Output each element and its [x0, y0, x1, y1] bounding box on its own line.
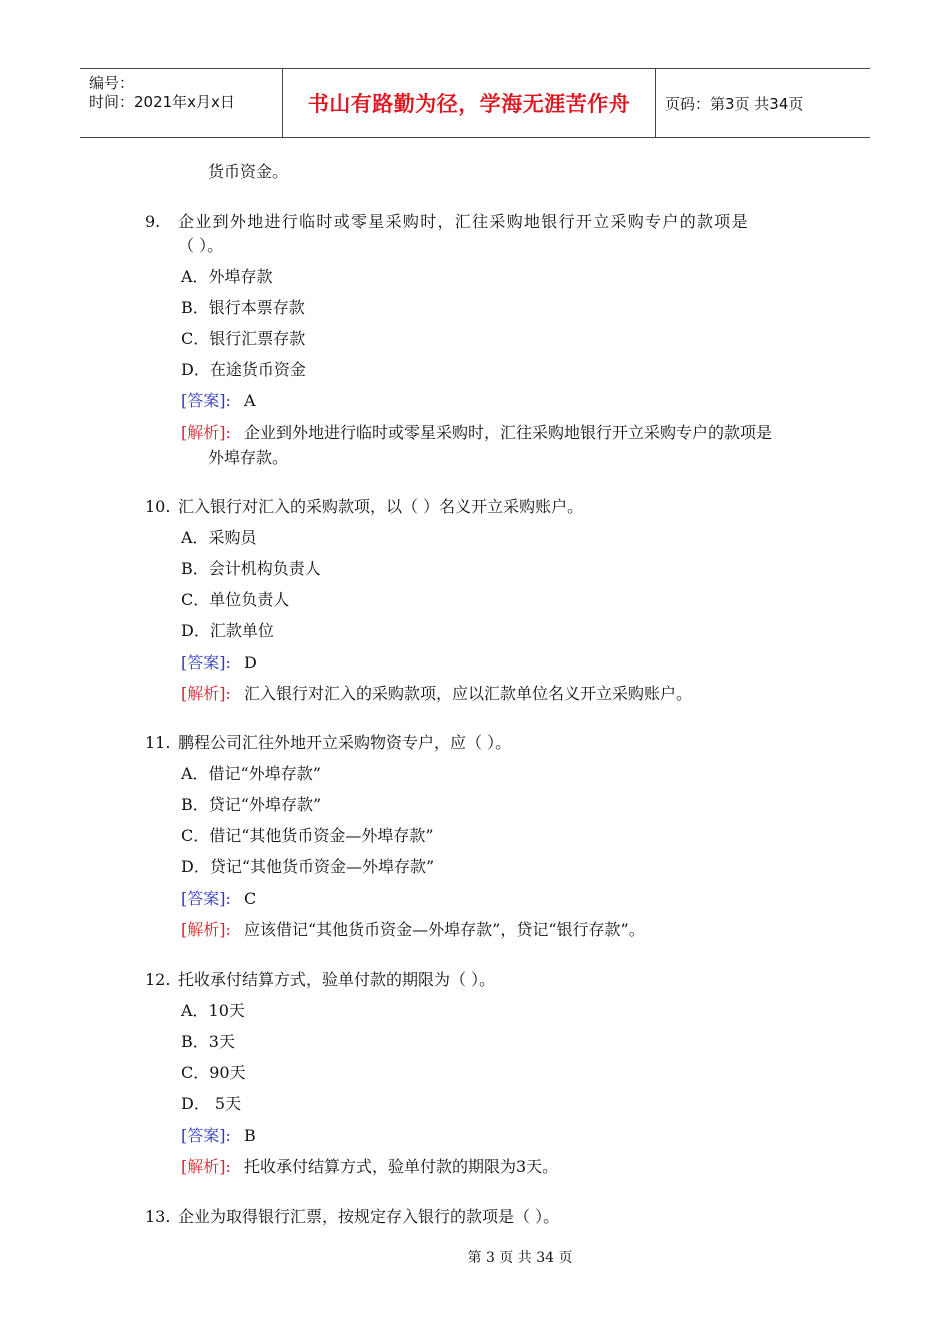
- option-a: A．外埠存款: [181, 267, 273, 286]
- header-meta-cell: [80, 69, 283, 137]
- option-d: D．贷记“其他货币资金—外埠存款”: [181, 857, 435, 876]
- analysis-tag: [解析]:: [181, 1157, 231, 1176]
- answer-value: A: [244, 391, 256, 410]
- carryover-text: 货币资金。: [208, 162, 289, 181]
- question-stem: 托收承付结算方式，验单付款的期限为（ ）。: [178, 970, 496, 989]
- analysis-tag: [解析]:: [181, 684, 231, 703]
- question-stem: 企业到外地进行临时或零星采购时，汇往采购地银行开立采购专户的款项是: [178, 212, 749, 231]
- question-stem: 汇入银行对汇入的采购款项，以（ ）名义开立采购账户。: [178, 497, 584, 516]
- question-stem-cont: （ ）。: [178, 236, 224, 255]
- option-d: D．汇款单位: [181, 621, 274, 640]
- answer-tag: [答案]:: [181, 889, 231, 908]
- question-stem: 企业为取得银行汇票，按规定存入银行的款项是（ ）。: [178, 1207, 560, 1226]
- option-a: A．10天: [181, 1001, 245, 1020]
- option-b: B．银行本票存款: [181, 298, 305, 317]
- answer-value: B: [244, 1126, 256, 1145]
- question-number: 10.: [145, 497, 171, 516]
- analysis-tag: [解析]:: [181, 920, 231, 939]
- time-label: 时间：2021年x月x日: [89, 93, 235, 111]
- question-number: 9.: [145, 212, 161, 231]
- answer-tag: [答案]:: [181, 391, 231, 410]
- answer-tag: [答案]:: [181, 653, 231, 672]
- analysis-text: 托收承付结算方式，验单付款的期限为3天。: [244, 1157, 559, 1176]
- option-b: B．贷记“外埠存款”: [181, 795, 322, 814]
- header-motto-cell: [283, 69, 656, 137]
- page-info: 页码：第3页 共34页: [665, 94, 804, 113]
- question-number: 13.: [145, 1207, 171, 1226]
- option-b: B．3天: [181, 1032, 235, 1051]
- question-stem: 鹏程公司汇往外地开立采购物资专户，应（ ）。: [178, 733, 512, 752]
- analysis-text: 应该借记“其他货币资金—外埠存款”，贷记“银行存款”。: [244, 920, 645, 939]
- option-d: D． 5天: [181, 1094, 242, 1113]
- question-number: 12.: [145, 970, 171, 989]
- header-page-cell: [656, 69, 870, 137]
- answer-value: C: [244, 889, 257, 908]
- question-number: 11.: [145, 733, 171, 752]
- option-a: A．采购员: [181, 528, 257, 547]
- analysis-tag: [解析]:: [181, 423, 231, 442]
- option-c: C．90天: [181, 1063, 246, 1082]
- option-d: D．在途货币资金: [181, 360, 306, 379]
- option-c: C．借记“其他货币资金—外埠存款”: [181, 826, 434, 845]
- page-footer: 第 3 页 共 34 页: [467, 1250, 573, 1266]
- answer-tag: [答案]:: [181, 1126, 231, 1145]
- code-label: 编号：: [89, 74, 135, 92]
- option-c: C．银行汇票存款: [181, 329, 306, 348]
- option-a: A．借记“外埠存款”: [181, 764, 321, 783]
- option-b: B．会计机构负责人: [181, 559, 321, 578]
- option-c: C．单位负责人: [181, 590, 290, 609]
- motto-text: 书山有路勤为径，学海无涯苦作舟: [307, 92, 631, 116]
- answer-value: D: [244, 653, 257, 672]
- analysis-text: 汇入银行对汇入的采购款项，应以汇款单位名义开立采购账户。: [244, 684, 693, 703]
- analysis-text: 企业到外地进行临时或零星采购时，汇往采购地银行开立采购专户的款项是: [244, 423, 773, 442]
- analysis-text-cont: 外埠存款。: [208, 448, 289, 467]
- page-header: [80, 68, 870, 138]
